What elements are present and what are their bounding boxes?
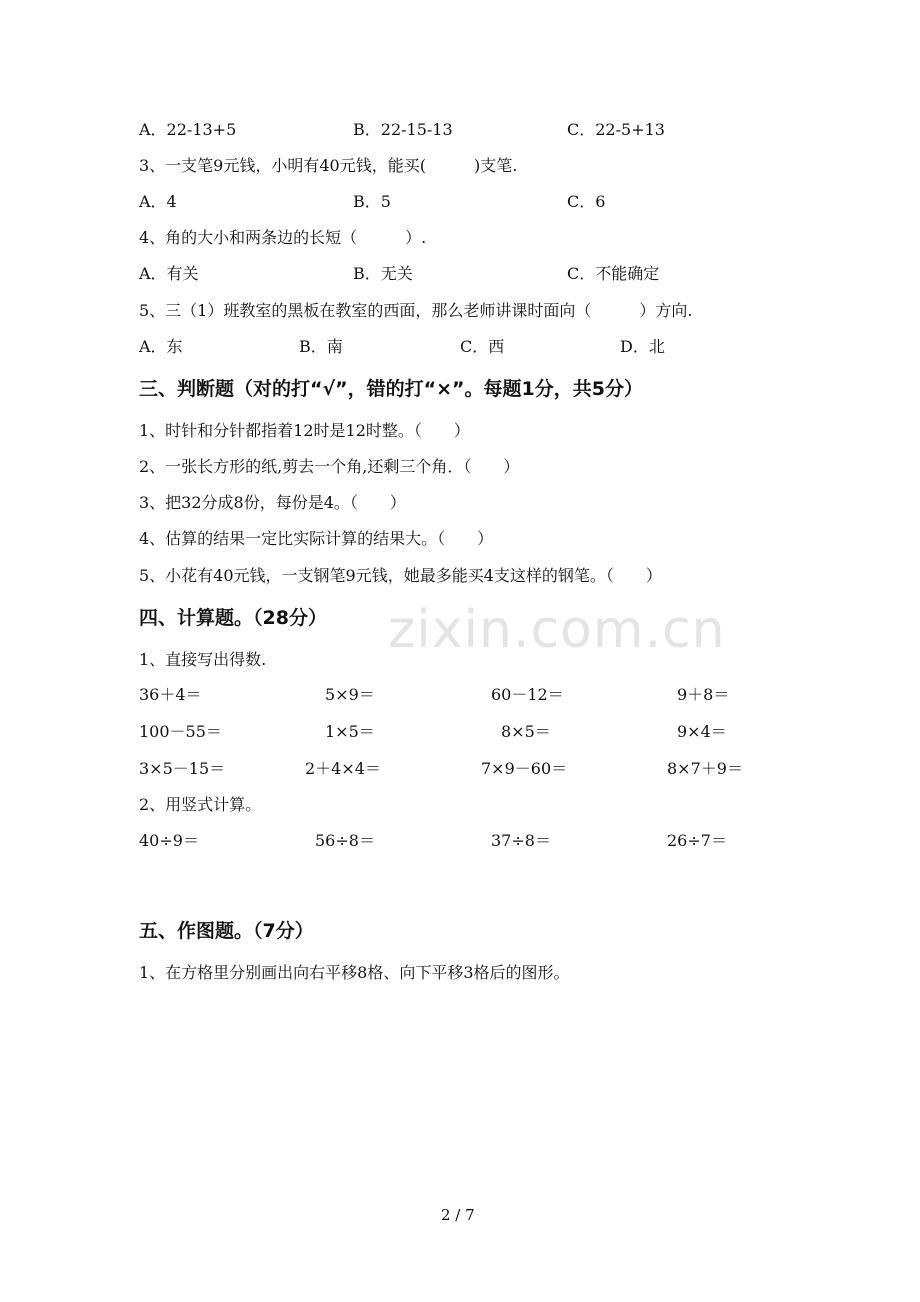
calc-cell: 9×4＝ <box>677 722 727 741</box>
calc-cell: 9＋8＝ <box>677 685 730 704</box>
section-3-title: 三、判断题（对的打“√”，错的打“×”。每题1分，共5分） <box>139 378 643 400</box>
q3-option-a: A．4 <box>139 192 177 211</box>
calc-cell: 3×5－15＝ <box>139 759 226 778</box>
calc-cell: 100－55＝ <box>139 722 222 741</box>
calc-cell: 40÷9＝ <box>139 831 199 850</box>
calc-cell: 8×5＝ <box>501 722 551 741</box>
watermark: zixin.com.cn <box>388 600 726 660</box>
q2-option-a: A．22-13+5 <box>139 120 237 139</box>
calc-subtitle-2: 2、用竖式计算。 <box>139 795 262 814</box>
question-5: 5、三（1）班教室的黑板在教室的西面，那么老师讲课时面向（ ）方向. <box>139 301 693 320</box>
drawing-item-1: 1、在方格里分别画出向右平移8格、向下平移3格后的图形。 <box>139 963 570 982</box>
calc-cell: 37÷8＝ <box>491 831 551 850</box>
calc-cell: 56÷8＝ <box>315 831 375 850</box>
calc-cell: 36＋4＝ <box>139 685 202 704</box>
q4-option-c: C．不能确定 <box>567 264 660 283</box>
judgement-item-5: 5、小花有40元钱，一支钢笔9元钱，她最多能买4支这样的钢笔。（ ） <box>139 566 662 585</box>
calc-cell: 7×9－60＝ <box>481 759 568 778</box>
judgement-item-1: 1、时针和分针都指着12时是12时整。（ ） <box>139 421 470 440</box>
q5-option-a: A．东 <box>139 337 183 356</box>
section-4-title: 四、计算题。（28分） <box>139 607 327 629</box>
calc-cell: 1×5＝ <box>325 722 375 741</box>
q5-option-c: C．西 <box>460 337 505 356</box>
judgement-item-3: 3、把32分成8份，每份是4。（ ） <box>139 493 406 512</box>
q5-option-d: D．北 <box>620 337 665 356</box>
calc-cell: 60－12＝ <box>491 685 564 704</box>
q4-option-a: A．有关 <box>139 264 199 283</box>
q2-option-b: B．22-15-13 <box>353 120 453 139</box>
q2-option-c: C．22-5+13 <box>567 120 665 139</box>
section-5-title: 五、作图题。（7分） <box>139 920 314 942</box>
page-number: 2 / 7 <box>441 1206 475 1224</box>
question-4: 4、角的大小和两条边的长短（ ）. <box>139 228 427 247</box>
q4-option-b: B．无关 <box>353 264 413 283</box>
calc-cell: 5×9＝ <box>325 685 375 704</box>
q5-option-b: B．南 <box>299 337 343 356</box>
q3-option-b: B．5 <box>353 192 391 211</box>
judgement-item-2: 2、一张长方形的纸,剪去一个角,还剩三个角．（ ） <box>139 457 520 476</box>
q3-option-c: C．6 <box>567 192 606 211</box>
calc-subtitle-1: 1、直接写出得数. <box>139 650 267 669</box>
judgement-item-4: 4、估算的结果一定比实际计算的结果大。（ ） <box>139 529 494 548</box>
question-3: 3、一支笔9元钱，小明有40元钱，能买( )支笔. <box>139 156 518 175</box>
calc-cell: 2＋4×4＝ <box>305 759 381 778</box>
calc-cell: 26÷7＝ <box>667 831 727 850</box>
calc-cell: 8×7＋9＝ <box>667 759 743 778</box>
